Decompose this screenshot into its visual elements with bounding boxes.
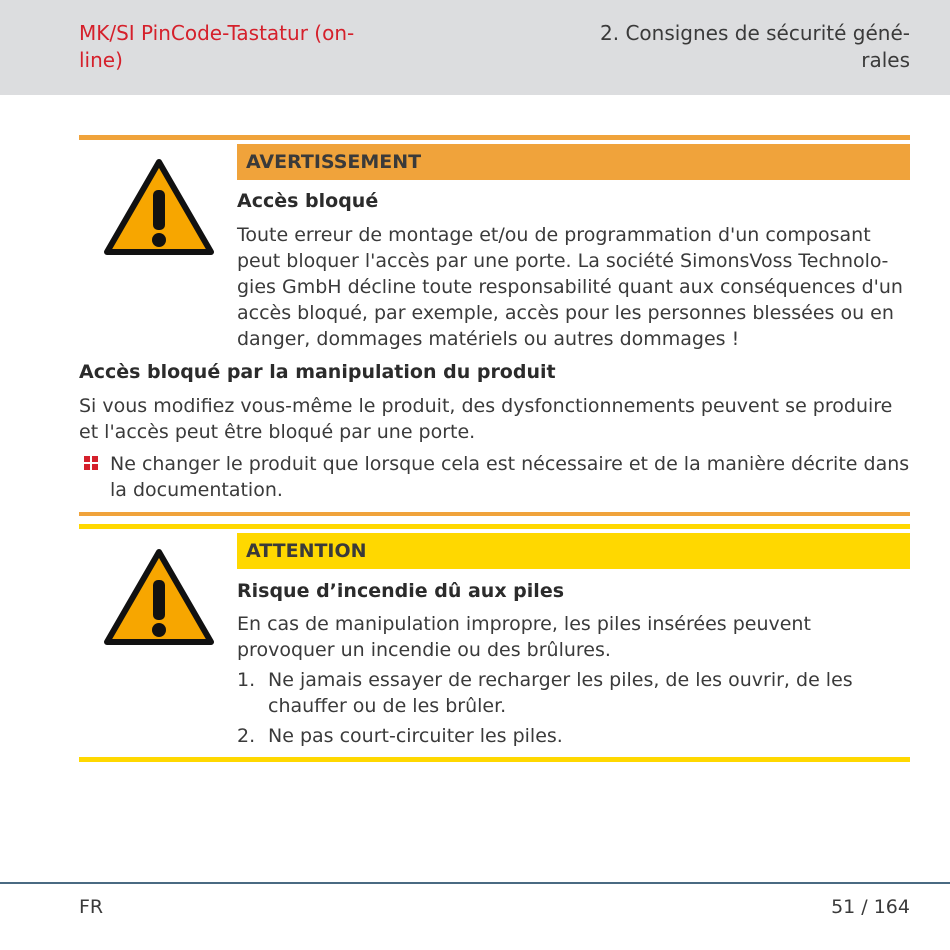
section-heading: Accès bloqué par la manipulation du produit	[79, 361, 556, 383]
warning-text: Toute erreur de montage et/ou de programmation d'un composant peut bloquer l'accès par une porte. La société SimonsVoss Technologies GmbH décline toute responsabilité quant aux conséquences d'un accès bloqué, par exemple, accès pour les personnes blessées ou en danger, dommages matériels ou autres dommages !	[237, 224, 903, 350]
warning-triangle-icon	[103, 546, 215, 646]
warning-triangle-icon	[103, 156, 215, 256]
warning-bottom-rule	[79, 512, 910, 516]
section-text: Si vous modifiez vous-même le produit, des dysfonctionnements peuvent se produire et l'accès peut être bloqué par une porte.	[79, 395, 893, 443]
square-bullet-icon	[84, 456, 98, 470]
product-title: MK/SI PinCode-Tastatur (online)	[79, 21, 355, 72]
page-number: 51 / 164	[831, 896, 910, 918]
attention-heading: Risque d’incendie dû aux piles	[237, 580, 565, 602]
attention-label: ATTENTION	[237, 533, 910, 569]
chapter-title: 2. Consignes de sécurité générales	[600, 21, 910, 72]
attention-top-rule	[79, 524, 910, 529]
warning-heading: Accès bloqué	[237, 190, 379, 212]
list-item-text: Ne pas court-circuiter les piles.	[268, 725, 563, 747]
list-item-number: 2.	[237, 725, 256, 747]
list-item-number: 1.	[237, 669, 256, 691]
list-item-text: Ne jamais essayer de recharger les piles, de les ouvrir, de les chauffer ou de les brûler.	[268, 669, 853, 717]
footer-divider	[0, 882, 950, 884]
page-header	[0, 0, 950, 95]
section-bullet-text: Ne changer le produit que lorsque cela est nécessaire et de la manière décrite dans la documentation.	[110, 453, 910, 501]
attention-text: En cas de manipulation impropre, les piles insérées peuvent provoquer un incendie ou des brûlures.	[237, 613, 811, 661]
attention-bottom-rule	[79, 757, 910, 762]
warning-top-rule	[79, 135, 910, 140]
warning-label: AVERTISSEMENT	[237, 144, 910, 180]
footer-language: FR	[79, 896, 104, 918]
